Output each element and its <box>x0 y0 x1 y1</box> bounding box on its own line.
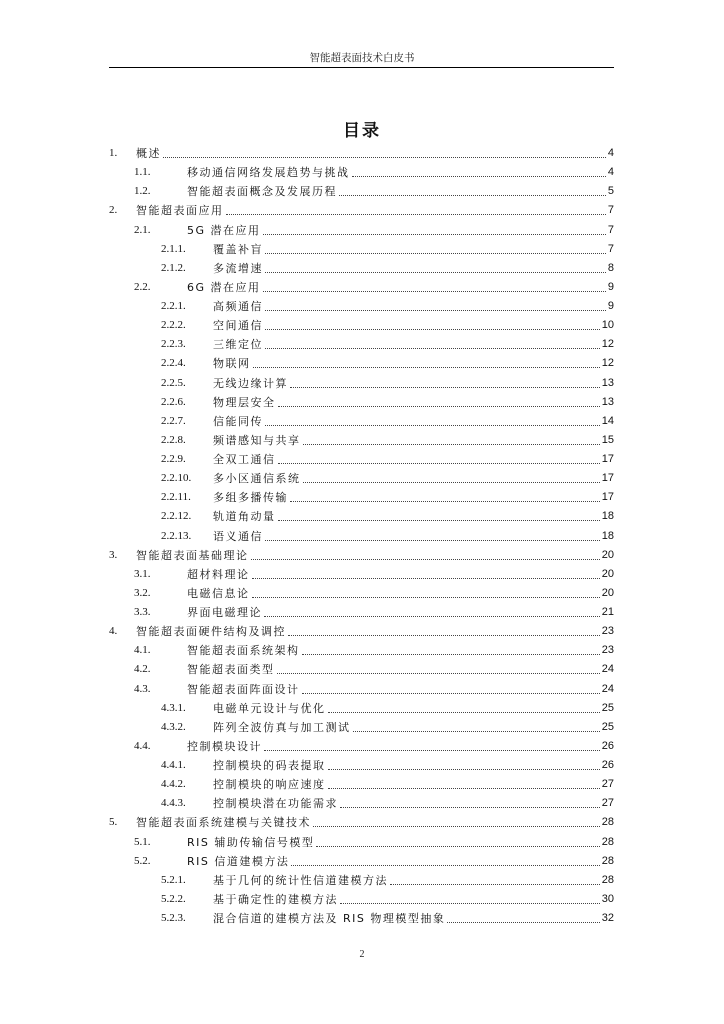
toc-entry[interactable] <box>109 718 614 737</box>
toc-entry-page: 9 <box>607 300 614 312</box>
toc-entry-title: 电磁信息论 <box>187 586 250 600</box>
toc-entry-number: 5. <box>109 816 118 829</box>
toc-entry-page: 4 <box>607 147 614 159</box>
toc-leader-dots <box>291 865 600 866</box>
toc-entry-page: 28 <box>601 835 614 848</box>
toc-entry-page: 30 <box>601 892 614 905</box>
toc-entry-number: 4.4.1. <box>161 759 186 771</box>
toc-entry-title: 多流增速 <box>213 261 263 275</box>
toc-entry-number: 3.3. <box>134 606 151 618</box>
toc-entry-page: 5 <box>607 185 614 198</box>
toc-leader-dots <box>226 214 606 215</box>
toc-entry-title: 控制模块的响应速度 <box>213 778 326 792</box>
toc-entry-page: 24 <box>601 682 614 695</box>
toc-entry-page: 27 <box>601 797 614 810</box>
toc-leader-dots <box>263 234 606 235</box>
toc-entry-title: 三维定位 <box>213 338 263 352</box>
toc-entry-page: 28 <box>601 854 614 867</box>
toc-entry-page: 9 <box>607 280 614 293</box>
toc-entry[interactable] <box>109 909 614 928</box>
header-rule <box>109 67 614 68</box>
toc-entry[interactable] <box>109 546 614 565</box>
toc-entry-title: 高频通信 <box>213 300 263 313</box>
toc-entry[interactable] <box>109 527 614 546</box>
toc-entry-page: 17 <box>601 453 614 465</box>
toc-entry-page: 12 <box>601 357 614 370</box>
toc-entry-number: 2.2.9. <box>161 453 186 465</box>
toc-entry-title: 物联网 <box>213 357 251 371</box>
toc-leader-dots <box>265 329 600 330</box>
toc-entry-page: 17 <box>601 472 614 485</box>
toc-entry-number: 2.2.12. <box>161 510 192 523</box>
toc-leader-dots <box>265 272 606 273</box>
toc-leader-dots <box>447 922 600 923</box>
toc-entry-number: 2.2.13. <box>161 529 192 542</box>
toc-entry-title: 移动通信网络发展趋势与挑战 <box>187 166 350 180</box>
toc-entry-title: 覆盖补盲 <box>213 242 263 256</box>
toc-entry[interactable] <box>109 852 614 871</box>
toc-leader-dots <box>328 788 600 789</box>
toc-entry-number: 2.2.5. <box>161 376 186 389</box>
toc-entry-title: 多小区通信系统 <box>213 472 301 486</box>
toc-leader-dots <box>290 501 600 502</box>
toc-entry-title: 控制模块的码表提取 <box>213 759 326 772</box>
toc-leader-dots <box>252 597 600 598</box>
toc-entry-number: 2.2.6. <box>161 395 186 408</box>
toc-leader-dots <box>339 195 606 196</box>
toc-entry-title: 控制模块潜在功能需求 <box>213 797 338 811</box>
toc-entry-page: 20 <box>601 586 614 599</box>
toc-entry-page: 23 <box>601 625 614 638</box>
toc-entry[interactable] <box>109 297 614 316</box>
toc-entry-title: 混合信道的建模方法及 RIS 物理模型抽象 <box>213 912 446 925</box>
toc-leader-dots <box>302 693 600 694</box>
table-of-contents <box>109 144 614 928</box>
toc-entry-number: 4.2. <box>134 663 151 676</box>
toc-entry[interactable] <box>109 278 614 297</box>
toc-entry-number: 1. <box>109 147 118 159</box>
toc-entry-number: 1.2. <box>134 185 151 198</box>
toc-entry-title: 控制模块设计 <box>187 739 262 753</box>
toc-leader-dots <box>313 826 600 827</box>
toc-leader-dots <box>390 884 600 885</box>
toc-entry-number: 2.2.8. <box>161 433 186 446</box>
toc-leader-dots <box>303 444 600 445</box>
toc-entry-number: 5.2.2. <box>161 892 186 905</box>
toc-entry-page: 20 <box>601 548 614 561</box>
toc-entry-number: 5.1. <box>134 835 151 848</box>
toc-entry[interactable] <box>109 584 614 603</box>
toc-entry-title: 空间通信 <box>213 319 263 333</box>
toc-entry-page: 7 <box>607 223 614 236</box>
toc-leader-dots <box>316 846 600 847</box>
toc-entry-number: 4.4.3. <box>161 797 186 810</box>
toc-entry[interactable] <box>109 469 614 488</box>
toc-entry-title: 6G 潜在应用 <box>187 280 261 294</box>
toc-entry-number: 4.4.2. <box>161 778 186 791</box>
toc-entry-number: 2.2.4. <box>161 357 186 370</box>
toc-entry-number: 2.1.2. <box>161 261 186 274</box>
toc-entry[interactable] <box>109 182 614 201</box>
toc-entry-page: 26 <box>601 759 614 771</box>
toc-entry-title: 智能超表面概念及发展历程 <box>187 185 337 199</box>
toc-entry-page: 25 <box>601 701 614 714</box>
toc-entry[interactable] <box>109 794 614 813</box>
toc-entry-page: 17 <box>601 491 614 504</box>
toc-entry-title: 全双工通信 <box>213 453 276 466</box>
toc-entry-title: 信能同传 <box>213 414 263 428</box>
toc-entry-page: 13 <box>601 376 614 389</box>
toc-entry-title: 物理层安全 <box>213 395 276 409</box>
toc-leader-dots <box>352 176 606 177</box>
toc-entry-page: 7 <box>607 204 614 217</box>
toc-entry-page: 10 <box>601 319 614 332</box>
toc-entry-page: 4 <box>607 166 614 179</box>
toc-entry-page: 24 <box>601 663 614 676</box>
toc-leader-dots <box>252 578 600 579</box>
toc-entry-title: 基于几何的统计性信道建模方法 <box>213 873 388 887</box>
toc-entry[interactable] <box>109 412 614 431</box>
toc-entry[interactable] <box>109 144 614 163</box>
toc-entry-page: 7 <box>607 242 614 255</box>
toc-entry[interactable] <box>109 680 614 699</box>
toc-entry[interactable] <box>109 450 614 469</box>
toc-entry-number: 5.2.3. <box>161 912 186 924</box>
toc-entry[interactable] <box>109 641 614 660</box>
toc-leader-dots <box>278 463 600 464</box>
toc-entry[interactable] <box>109 507 614 526</box>
toc-leader-dots <box>265 253 606 254</box>
toc-entry-number: 4. <box>109 625 118 638</box>
toc-entry[interactable] <box>109 221 614 240</box>
toc-entry-number: 2.2.2. <box>161 319 186 332</box>
toc-entry-title: 概述 <box>136 147 161 160</box>
toc-title: 目录 <box>343 121 381 141</box>
toc-leader-dots <box>265 348 600 349</box>
toc-entry[interactable] <box>109 316 614 335</box>
toc-entry[interactable] <box>109 431 614 450</box>
toc-entry-title: 智能超表面应用 <box>136 204 224 218</box>
toc-entry[interactable] <box>109 737 614 756</box>
toc-leader-dots <box>264 750 600 751</box>
toc-entry-page: 15 <box>601 433 614 446</box>
toc-entry-number: 5.2.1. <box>161 873 186 886</box>
toc-leader-dots <box>303 482 600 483</box>
toc-leader-dots <box>163 157 606 158</box>
toc-entry-title: RIS 信道建模方法 <box>187 854 290 868</box>
toc-entry-number: 2.1.1. <box>161 242 186 255</box>
toc-entry[interactable] <box>109 699 614 718</box>
toc-entry-number: 4.4. <box>134 739 151 752</box>
toc-entry[interactable] <box>109 756 614 775</box>
toc-entry-title: 智能超表面阵面设计 <box>187 682 300 696</box>
toc-entry[interactable] <box>109 622 614 641</box>
toc-leader-dots <box>251 559 600 560</box>
toc-leader-dots <box>265 540 600 541</box>
toc-leader-dots <box>278 406 600 407</box>
toc-leader-dots <box>328 769 600 770</box>
toc-entry-title: 频谱感知与共享 <box>213 433 301 447</box>
toc-entry-page: 18 <box>601 510 614 523</box>
toc-entry-title: 超材料理论 <box>187 567 250 581</box>
toc-entry[interactable] <box>109 393 614 412</box>
toc-entry-number: 2.2.11. <box>161 491 191 504</box>
toc-entry[interactable] <box>109 335 614 354</box>
toc-entry[interactable] <box>109 240 614 259</box>
toc-entry[interactable] <box>109 871 614 890</box>
toc-entry[interactable] <box>109 201 614 220</box>
toc-entry-page: 18 <box>601 529 614 542</box>
toc-entry-number: 4.1. <box>134 644 151 657</box>
toc-entry[interactable] <box>109 660 614 679</box>
toc-leader-dots <box>264 616 600 617</box>
toc-entry-title: RIS 辅助传输信号模型 <box>187 835 315 849</box>
toc-entry[interactable] <box>109 374 614 393</box>
toc-entry-page: 28 <box>601 873 614 886</box>
toc-entry-title: 界面电磁理论 <box>187 606 262 619</box>
toc-entry[interactable] <box>109 354 614 373</box>
toc-entry-page: 20 <box>601 567 614 580</box>
toc-entry[interactable] <box>109 813 614 832</box>
toc-entry-number: 3.1. <box>134 567 151 580</box>
toc-leader-dots <box>340 807 600 808</box>
toc-entry[interactable] <box>109 833 614 852</box>
toc-entry-page: 14 <box>601 414 614 427</box>
toc-entry-number: 2.2.7. <box>161 414 186 427</box>
toc-entry-number: 4.3.2. <box>161 720 186 733</box>
toc-leader-dots <box>353 731 600 732</box>
toc-leader-dots <box>278 520 600 521</box>
toc-entry-number: 2.2.10. <box>161 472 192 485</box>
toc-leader-dots <box>288 635 600 636</box>
toc-leader-dots <box>328 712 600 713</box>
toc-entry-title: 基于确定性的建模方法 <box>213 892 338 906</box>
toc-entry-number: 2.2.1. <box>161 300 186 312</box>
page-number: 2 <box>359 949 365 960</box>
toc-leader-dots <box>265 310 606 311</box>
toc-entry-title: 电磁单元设计与优化 <box>213 701 326 715</box>
toc-leader-dots <box>340 903 600 904</box>
toc-entry-number: 2.1. <box>134 223 151 236</box>
toc-entry[interactable] <box>109 163 614 182</box>
toc-entry[interactable] <box>109 603 614 622</box>
toc-entry-number: 4.3. <box>134 682 151 695</box>
toc-entry-number: 2.2.3. <box>161 338 186 351</box>
toc-leader-dots <box>265 425 600 426</box>
toc-entry-number: 2. <box>109 204 118 217</box>
toc-entry-number: 2.2. <box>134 280 151 293</box>
toc-entry-number: 3.2. <box>134 586 151 599</box>
toc-entry-number: 5.2. <box>134 854 151 867</box>
toc-entry-title: 5G 潜在应用 <box>187 223 261 237</box>
toc-entry-title: 智能超表面基础理论 <box>136 548 249 562</box>
toc-entry-title: 智能超表面系统架构 <box>187 644 300 658</box>
toc-entry-title: 无线边缘计算 <box>213 376 288 390</box>
toc-entry-title: 多组多播传输 <box>213 491 288 505</box>
toc-entry-number: 3. <box>109 548 118 561</box>
toc-leader-dots <box>302 654 600 655</box>
toc-entry[interactable] <box>109 488 614 507</box>
toc-entry-page: 32 <box>601 912 614 924</box>
toc-entry[interactable] <box>109 259 614 278</box>
toc-entry[interactable] <box>109 775 614 794</box>
toc-entry-title: 智能超表面类型 <box>187 663 275 677</box>
toc-entry-page: 12 <box>601 338 614 351</box>
toc-entry-page: 23 <box>601 644 614 657</box>
toc-entry-number: 1.1. <box>134 166 151 179</box>
toc-entry-title: 轨道角动量 <box>213 510 276 524</box>
toc-entry-page: 28 <box>601 816 614 829</box>
toc-entry-page: 21 <box>601 606 614 618</box>
toc-entry-page: 25 <box>601 720 614 733</box>
toc-entry-page: 26 <box>601 739 614 752</box>
toc-leader-dots <box>253 367 600 368</box>
toc-entry-title: 阵列全波仿真与加工测试 <box>213 720 351 734</box>
toc-entry[interactable] <box>109 565 614 584</box>
toc-leader-dots <box>263 291 606 292</box>
toc-entry-title: 语义通信 <box>213 529 263 543</box>
toc-leader-dots <box>290 387 600 388</box>
toc-entry-page: 8 <box>607 261 614 274</box>
toc-entry-page: 27 <box>601 778 614 791</box>
toc-entry-number: 4.3.1. <box>161 701 186 714</box>
running-header: 智能超表面技术白皮书 <box>309 52 415 64</box>
toc-entry-page: 13 <box>601 395 614 408</box>
toc-entry-title: 智能超表面硬件结构及调控 <box>136 625 286 639</box>
toc-entry-title: 智能超表面系统建模与关键技术 <box>136 816 311 830</box>
toc-entry[interactable] <box>109 890 614 909</box>
toc-leader-dots <box>277 673 600 674</box>
